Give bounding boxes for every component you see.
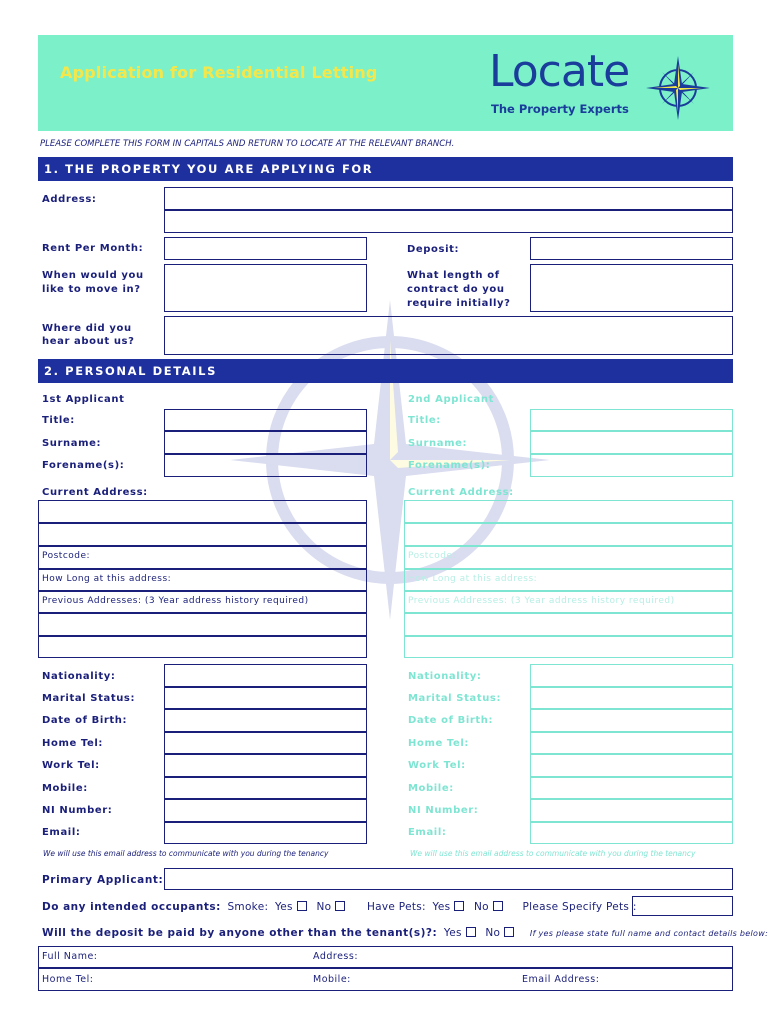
applicant-1-nationality-field[interactable]	[164, 664, 367, 687]
applicant-1-heading: 1st Applicant	[42, 394, 125, 405]
applicant-1-title-label: Title:	[42, 415, 75, 426]
payer-email-label: Email Address:	[522, 974, 600, 985]
smoke-yes-checkbox[interactable]	[297, 901, 307, 911]
hear-label-2: hear about us?	[42, 336, 135, 347]
applicant-1-surname-field[interactable]	[164, 431, 367, 454]
address-line-1-field[interactable]	[164, 187, 733, 210]
pets-label: Have Pets:	[366, 901, 426, 913]
applicant-1-mobile-field[interactable]	[164, 777, 367, 799]
payer-mobile-label: Mobile:	[313, 974, 351, 985]
deposit-yes-label: Yes	[443, 927, 462, 939]
rent-field[interactable]	[164, 237, 367, 260]
primary-applicant-label: Primary Applicant:	[42, 874, 164, 886]
applicant-1-previous-line-3[interactable]	[38, 636, 367, 658]
applicant-2-work-tel-field[interactable]	[530, 754, 733, 777]
applicant-1-marital-label: Marital Status:	[42, 693, 136, 704]
payer-address-label: Address:	[313, 951, 359, 962]
applicant-2-nationality-field[interactable]	[530, 664, 733, 687]
deposit-field[interactable]	[530, 237, 733, 260]
applicant-2-surname-field[interactable]	[530, 431, 733, 454]
contract-label-3: require initially?	[407, 298, 511, 309]
smoke-yes-label: Yes	[274, 901, 293, 913]
pets-yes-checkbox[interactable]	[454, 901, 464, 911]
applicant-1-marital-field[interactable]	[164, 687, 367, 709]
applicant-2-title-field[interactable]	[530, 409, 733, 431]
applicant-2-postcode-label: Postcode:	[408, 551, 457, 561]
applicant-1-work-tel-field[interactable]	[164, 754, 367, 777]
applicant-2-marital-field[interactable]	[530, 687, 733, 709]
deposit-question: Will the deposit be paid by anyone other than the tenant(s)?:	[42, 927, 438, 939]
applicant-2-current-address-label: Current Address:	[408, 487, 514, 498]
move-in-label-2: like to move in?	[42, 284, 141, 295]
specify-pets-field[interactable]	[632, 896, 733, 916]
payer-home-tel-label: Home Tel:	[42, 974, 94, 985]
applicant-2-marital-label: Marital Status:	[408, 693, 502, 704]
applicant-1-postcode-label: Postcode:	[42, 551, 91, 561]
primary-applicant-field[interactable]	[164, 868, 733, 890]
contract-field[interactable]	[530, 264, 733, 312]
deposit-no-label: No	[485, 927, 501, 939]
applicant-2-forenames-field[interactable]	[530, 454, 733, 477]
applicant-1-email-field[interactable]	[164, 822, 367, 844]
applicant-1-surname-label: Surname:	[42, 438, 102, 449]
applicant-2-ni-label: NI Number:	[408, 805, 479, 816]
applicant-1-forenames-label: Forename(s):	[42, 460, 125, 471]
applicant-2-email-field[interactable]	[530, 822, 733, 844]
occupants-row	[42, 901, 637, 913]
applicant-1-ni-label: NI Number:	[42, 805, 113, 816]
applicant-1-home-tel-label: Home Tel:	[42, 738, 104, 749]
contract-label-2: contract do you	[407, 284, 505, 295]
occupants-question: Do any intended occupants:	[42, 901, 221, 913]
applicant-2-dob-field[interactable]	[530, 709, 733, 732]
applicant-2-how-long-label: How Long at this address:	[408, 574, 538, 584]
applicant-1-how-long-label: How Long at this address:	[42, 574, 172, 584]
applicant-1-forenames-field[interactable]	[164, 454, 367, 477]
payer-contact-row[interactable]	[38, 968, 733, 991]
applicant-2-home-tel-label: Home Tel:	[408, 738, 470, 749]
applicant-2-mobile-label: Mobile:	[408, 783, 454, 794]
logo-tagline: The Property Experts	[491, 102, 629, 116]
applicant-1-email-label: Email:	[42, 827, 81, 838]
applicant-1-dob-label: Date of Birth:	[42, 715, 128, 726]
applicant-1-previous-line-2[interactable]	[38, 613, 367, 636]
smoke-no-label: No	[316, 901, 332, 913]
deposit-row	[42, 927, 768, 939]
applicant-2-address-line-2[interactable]	[404, 523, 733, 546]
applicant-1-title-field[interactable]	[164, 409, 367, 431]
applicant-2-email-label: Email:	[408, 827, 447, 838]
smoke-no-checkbox[interactable]	[335, 901, 345, 911]
applicant-1-email-note: We will use this email address to communicate with you during the tenancy	[43, 849, 329, 858]
applicant-1-current-address-label: Current Address:	[42, 487, 148, 498]
deposit-note: If yes please state full name and contact details below:	[529, 929, 769, 938]
compass-icon	[645, 55, 711, 121]
applicant-1-address-line-1[interactable]	[38, 500, 367, 523]
pets-no-checkbox[interactable]	[493, 901, 503, 911]
applicant-2-email-note: We will use this email address to communicate with you during the tenancy	[410, 849, 696, 858]
applicant-1-work-tel-label: Work Tel:	[42, 760, 100, 771]
move-in-field[interactable]	[164, 264, 367, 312]
applicant-2-previous-line-2[interactable]	[404, 613, 733, 636]
applicant-1-mobile-label: Mobile:	[42, 783, 88, 794]
applicant-2-heading: 2nd Applicant	[408, 394, 495, 405]
applicant-2-nationality-label: Nationality:	[408, 671, 482, 682]
applicant-2-ni-field[interactable]	[530, 799, 733, 822]
applicant-1-dob-field[interactable]	[164, 709, 367, 732]
instruction-text: PLEASE COMPLETE THIS FORM IN CAPITALS AND RETURN TO LOCATE AT THE RELEVANT BRANCH.	[40, 139, 455, 149]
pets-yes-label: Yes	[432, 901, 451, 913]
applicant-2-previous-label: Previous Addresses: (3 Year address history required)	[408, 596, 675, 606]
move-in-label-1: When would you	[42, 270, 144, 281]
form-title: Application for Residential Letting	[60, 63, 378, 82]
applicant-2-mobile-field[interactable]	[530, 777, 733, 799]
applicant-1-home-tel-field[interactable]	[164, 732, 367, 754]
deposit-label: Deposit:	[407, 244, 460, 255]
address-label: Address:	[42, 194, 97, 205]
hear-about-us-field[interactable]	[164, 316, 733, 355]
section-1-header: 1. THE PROPERTY YOU ARE APPLYING FOR	[38, 157, 733, 181]
payer-full-name-label: Full Name:	[42, 951, 98, 962]
pets-no-label: No	[474, 901, 489, 913]
rent-label: Rent Per Month:	[42, 243, 144, 254]
applicant-2-title-label: Title:	[408, 415, 441, 426]
applicant-1-address-line-2[interactable]	[38, 523, 367, 546]
applicant-2-home-tel-field[interactable]	[530, 732, 733, 754]
applicant-2-dob-label: Date of Birth:	[408, 715, 494, 726]
deposit-no-checkbox[interactable]	[504, 927, 514, 937]
contract-label-1: What length of	[407, 270, 500, 281]
applicant-2-work-tel-label: Work Tel:	[408, 760, 466, 771]
applicant-2-address-line-1[interactable]	[404, 500, 733, 523]
payer-name-address-row[interactable]	[38, 946, 733, 968]
logo-wordmark: Locate	[489, 46, 630, 97]
deposit-yes-checkbox[interactable]	[466, 927, 476, 937]
applicant-2-previous-line-3[interactable]	[404, 636, 733, 658]
section-2-header: 2. PERSONAL DETAILS	[38, 359, 733, 383]
specify-pets-label: Please Specify Pets :	[522, 901, 637, 913]
applicant-1-nationality-label: Nationality:	[42, 671, 116, 682]
smoke-label: Smoke:	[227, 901, 269, 913]
hear-label-1: Where did you	[42, 323, 132, 334]
applicant-2-forenames-label: Forename(s):	[408, 460, 491, 471]
applicant-1-ni-field[interactable]	[164, 799, 367, 822]
applicant-1-previous-label: Previous Addresses: (3 Year address history required)	[42, 596, 309, 606]
address-line-2-field[interactable]	[164, 210, 733, 233]
applicant-2-surname-label: Surname:	[408, 438, 468, 449]
